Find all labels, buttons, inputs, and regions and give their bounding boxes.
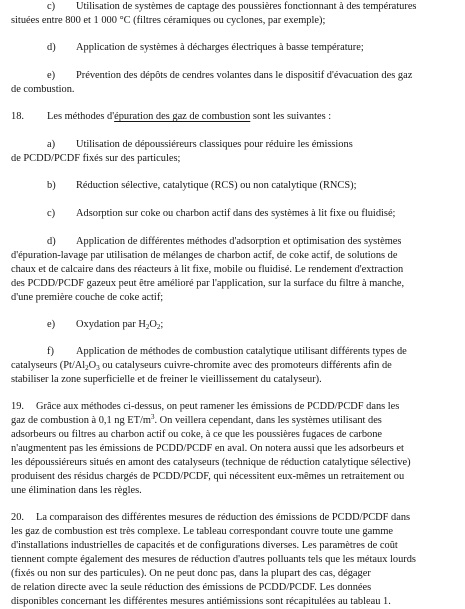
paragraph-text: sont les suivantes : xyxy=(250,111,332,122)
list-item-e xyxy=(47,69,412,83)
list-item-b xyxy=(47,179,357,193)
paragraph-text: Les méthodes d' xyxy=(47,111,115,122)
paragraph-18 xyxy=(11,110,331,124)
list-letter: f) xyxy=(47,346,54,357)
paragraph-19-line xyxy=(11,414,382,428)
list-item-f xyxy=(47,345,407,359)
paragraph-number: 19. xyxy=(11,401,24,412)
list-item-c xyxy=(47,0,416,14)
superscript: 3 xyxy=(150,413,155,421)
list-item-d xyxy=(47,235,401,249)
list-item-d-line: des PCDD/PCDF gazeux peut être amélioré par l'application, sur la surface du filtre à manche, xyxy=(11,278,405,289)
list-text: Application de systèmes à décharges électriques à basse température; xyxy=(76,42,364,53)
list-item-a xyxy=(47,138,353,152)
list-item-c xyxy=(47,207,395,221)
list-letter: c) xyxy=(47,1,56,12)
paragraph-19-line: produisent des résidus chargés de PCDD/PCDF, qui nécessitent eux-mêmes un retraitement ou xyxy=(11,471,405,482)
list-text: Utilisation de systèmes de captage des poussières fonctionnant à des températures xyxy=(76,1,417,12)
list-item-d xyxy=(47,41,364,55)
paragraph-20-line: d'installations industrielles de capacités et de configurations diverses. Les paramètres de coût xyxy=(11,540,398,551)
paragraph-20-line: disponibles concernant les différentes mesures antiémissions sont récapitulées au tableau 1. xyxy=(11,596,391,607)
list-text: Réduction sélective, catalytique (RCS) ou non catalytique (RNCS); xyxy=(76,180,357,191)
paragraph-number: 20. xyxy=(11,512,24,523)
list-text: Oxydation par H xyxy=(76,319,146,330)
paragraph-19-line: les dépoussiéreurs situés en amont des catalyseurs (technique de réduction catalytique sélective) xyxy=(11,457,411,468)
list-item-e-continuation: de combustion. xyxy=(11,84,75,95)
list-text: ; xyxy=(160,319,164,330)
subscript: 2 xyxy=(145,323,150,331)
list-text: Application de différentes méthodes d'adsorption et optimisation des systèmes xyxy=(76,236,402,247)
list-letter: e) xyxy=(47,70,56,81)
paragraph-number: 18. xyxy=(11,111,24,122)
paragraph-20-line: tiennent compte également des mesures de réduction d'autres polluants tels que les métaux lourds xyxy=(11,554,416,565)
list-item-d-line: d'une première couche de coke actif; xyxy=(11,292,164,303)
list-item-d-line: d'épuration-lavage par utilisation de mélanges de charbon actif, de coke actif, de solutions de xyxy=(11,250,398,261)
paragraph-20-line: de relation directe avec la seule réduction des émissions de PCDD/PCDF. Les données xyxy=(11,582,372,593)
list-item-d-line: chaux et de calcaire dans des réacteurs à lit fixe, mobile ou fluidisé. Le rendement d'extraction xyxy=(11,264,404,275)
paragraph-19-line: adsorbeurs ou filtres au charbon actif ou coke, à ce que les poussières fugaces de carbone xyxy=(11,429,383,440)
list-letter: d) xyxy=(47,42,56,53)
list-text: Prévention des dépôts de cendres volantes dans le dispositif d'évacuation des gaz xyxy=(76,70,413,81)
list-letter: b) xyxy=(47,180,56,191)
subscript: 2 xyxy=(85,364,89,372)
list-text: O xyxy=(88,360,97,371)
paragraph-19-line: n'augmentent pas les émissions de PCDD/PCDF en aval. On notera aussi que les adsorbeurs et xyxy=(11,443,404,454)
paragraph-text: gaz de combustion à 0,1 ng ET/m xyxy=(11,415,151,426)
paragraph-text: . On veillera cependant, dans les systèmes utilisant des xyxy=(154,415,382,426)
list-letter: d) xyxy=(47,236,56,247)
list-text: ou catalyseurs cuivre-chromite avec des promoteurs différents afin de xyxy=(99,360,392,371)
list-item-a-continuation: de PCDD/PCDF fixés sur des particules; xyxy=(11,153,181,164)
list-item-e xyxy=(47,318,163,332)
subscript: 3 xyxy=(96,364,100,372)
list-text: Utilisation de dépoussiéreurs classiques pour réduire les émissions xyxy=(76,139,353,150)
paragraph-19-line: une élimination dans les règles. xyxy=(11,485,142,496)
list-item-f-line xyxy=(11,359,392,373)
subscript: 2 xyxy=(156,323,161,331)
paragraph-20 xyxy=(11,511,410,525)
underlined-term: épuration des gaz de combustion xyxy=(114,111,251,122)
list-letter: e) xyxy=(47,319,56,330)
list-letter: a) xyxy=(47,139,56,150)
list-letter: c) xyxy=(47,208,56,219)
list-text: Application de méthodes de combustion catalytique utilisant différents types de xyxy=(76,346,407,357)
paragraph-text: Grâce aux méthodes ci-dessus, on peut ramener les émissions de PCDD/PCDF dans les xyxy=(36,401,400,412)
list-text: catalyseurs (Pt/Al xyxy=(11,360,86,371)
paragraph-20-line: les gaz de combustion est très complexe. Le tableau correspondant couvre toute une gamme xyxy=(11,526,394,537)
list-item-c-continuation: situées entre 800 et 1 000 °C (filtres céramiques ou cyclones, par exemple); xyxy=(11,15,326,26)
paragraph-19 xyxy=(11,400,399,414)
list-text: O xyxy=(149,319,157,330)
paragraph-text: La comparaison des différentes mesures de réduction des émissions de PCDD/PCDF dans xyxy=(36,512,411,523)
list-text: Adsorption sur coke ou charbon actif dans des systèmes à lit fixe ou fluidisé; xyxy=(76,208,396,219)
paragraph-20-line: (fixés ou non sur des particules). On ne peut donc pas, dans la plupart des cas, dégager xyxy=(11,568,371,579)
list-item-f-line: stabiliser la zone superficielle et de freiner le vieillissement du catalyseur). xyxy=(11,374,322,385)
